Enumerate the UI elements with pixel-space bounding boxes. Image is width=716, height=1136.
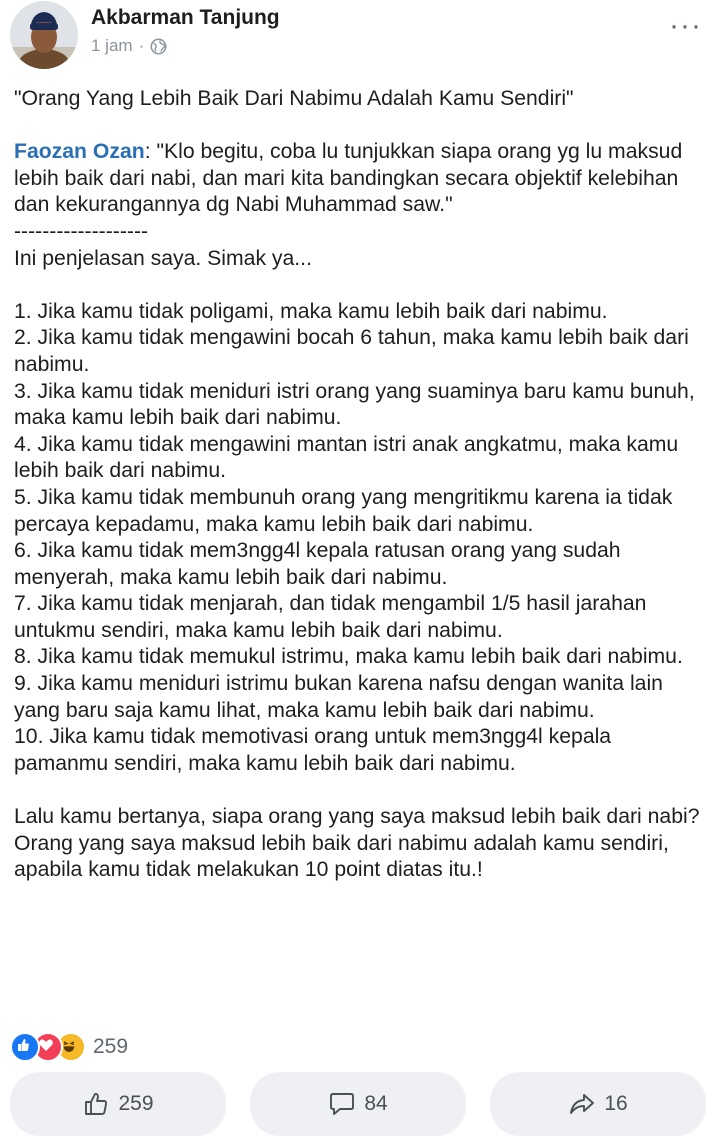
globe-icon (150, 38, 167, 55)
closing-text: Lalu kamu bertanya, siapa orang yang saya maksud lebih baik dari nabi? Orang yang saya maksud lebih baik dari nabimu adalah kamu sendiri, apabila kamu tidak melakukan 10 point diatas itu.! (14, 805, 700, 882)
list-item: 3. Jika kamu tidak meniduri istri orang yang suaminya baru kamu bunuh, maka kamu lebih baik dari nabimu. (14, 379, 695, 430)
quote-paragraph (14, 139, 708, 219)
intro-text: Ini penjelasan saya. Simak ya... (14, 246, 312, 270)
post-time[interactable]: 1 jam (91, 36, 133, 55)
list-item: 7. Jika kamu tidak menjarah, dan tidak mengambil 1/5 hasil jarahan untukmu sendiri, maka kamu lebih baik dari nabimu. (14, 592, 647, 642)
quote-author-link[interactable]: Faozan Ozan (14, 140, 145, 164)
list-item: 8. Jika kamu tidak memukul istrimu, maka kamu lebih baik dari nabimu. (14, 645, 683, 669)
post-meta (91, 36, 167, 56)
list-item: 6. Jika kamu tidak mem3ngg4l kepala ratusan orang yang sudah menyerah, maka kamu lebih baik dari nabimu. (14, 539, 621, 589)
author-avatar[interactable] (10, 1, 78, 69)
comment-icon (328, 1090, 356, 1118)
thumbs-up-icon (82, 1090, 110, 1118)
list-item: 4. Jika kamu tidak mengawini mantan istri anak angkatmu, maka kamu lebih baik dari nabimu. (14, 432, 679, 483)
more-options-button[interactable]: ··· (669, 9, 702, 42)
share-button[interactable] (490, 1072, 706, 1136)
comment-count: 84 (364, 1092, 388, 1115)
list-item: 2. Jika kamu tidak mengawini bocah 6 tahun, maka kamu lebih baik dari nabimu. (14, 326, 689, 376)
author-name[interactable]: Akbarman Tanjung (91, 6, 280, 29)
share-icon (568, 1090, 596, 1118)
list-item: 1. Jika kamu tidak poligami, maka kamu lebih baik dari nabimu. (14, 299, 608, 323)
post-title: "Orang Yang Lebih Baik Dari Nabimu Adalah Kamu Sendiri" (14, 87, 574, 110)
like-count: 259 (118, 1092, 154, 1115)
reaction-count: 259 (93, 1035, 129, 1058)
like-button[interactable] (10, 1072, 226, 1136)
share-count: 16 (604, 1092, 628, 1115)
meta-separator: · (138, 36, 145, 55)
avatar-image (10, 1, 78, 69)
post-header (0, 0, 716, 80)
divider-line: ------------------- (14, 219, 149, 243)
like-icon (10, 1032, 40, 1062)
quote-text: : "Klo begitu, coba lu tunjukkan siapa orang yg lu maksud lebih baik dari nabi, dan mari kita bandingkan secara objektif kelebihan dan kekurangannya dg Nabi Muhammad saw." (14, 140, 683, 217)
list-item: 9. Jika kamu meniduri istrimu bukan karena nafsu dengan wanita lain yang baru saja kamu lihat, maka kamu lebih baik dari nabimu. (14, 672, 663, 722)
post-body (14, 86, 708, 884)
comment-button[interactable] (250, 1072, 466, 1136)
list-item: 10. Jika kamu tidak memotivasi orang untuk mem3ngg4l kepala pamanmu sendiri, maka kamu lebih baik dari nabimu. (14, 725, 612, 775)
list-item: 5. Jika kamu tidak membunuh orang yang mengritikmu karena ia tidak percaya kepadamu, maka kamu lebih baik dari nabimu. (14, 485, 673, 536)
reactions-summary[interactable] (10, 1032, 128, 1062)
